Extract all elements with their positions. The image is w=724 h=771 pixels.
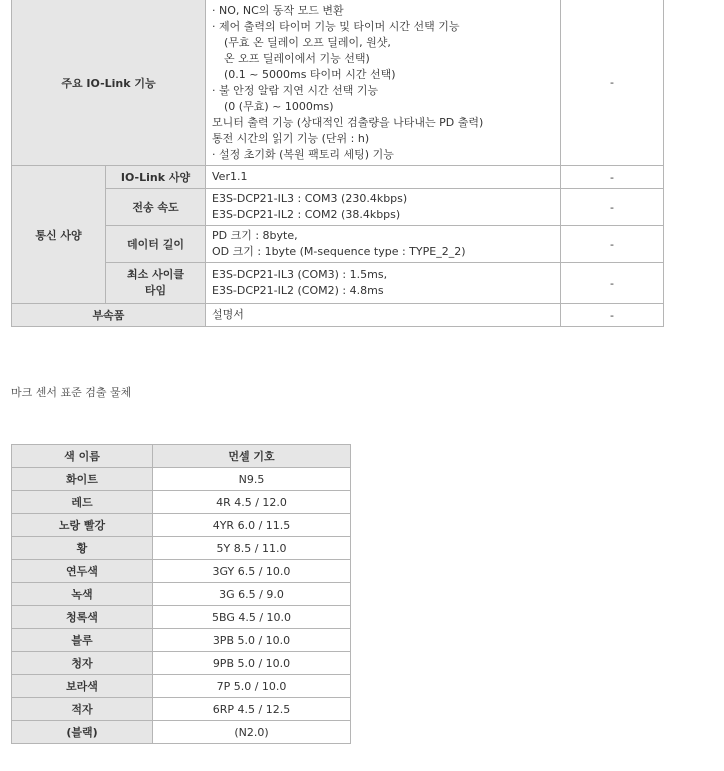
color-name: 녹색 (12, 583, 153, 606)
comm-dash: - (561, 189, 664, 226)
munsell-header-row (12, 445, 351, 468)
comm-row-data-length (12, 226, 664, 263)
function-line: 모니터 출력 기능 (상대적인 검출량을 나타내는 PD 출력) (212, 115, 484, 129)
color-name: 황 (12, 537, 153, 560)
functions-dash: - (561, 0, 664, 166)
comm-value (206, 263, 561, 304)
table-row (12, 514, 351, 537)
munsell-code: 7P 5.0 / 10.0 (153, 675, 351, 698)
color-name: (블랙) (12, 721, 153, 744)
comm-sub-label-line: 최소 사이클 (127, 268, 184, 281)
munsell-code-header: 먼셀 기호 (153, 445, 351, 468)
munsell-code: (N2.0) (153, 721, 351, 744)
color-name: 블루 (12, 629, 153, 652)
function-line: (0.1 ~ 5000ms 타이머 시간 선택) (224, 67, 396, 81)
comm-row-speed (12, 189, 664, 226)
color-name: 적자 (12, 698, 153, 721)
table-row (12, 537, 351, 560)
color-name: 보라색 (12, 675, 153, 698)
table-row (12, 606, 351, 629)
table-row (12, 675, 351, 698)
function-line: 온 오프 딜레이에서 기능 선택) (224, 51, 370, 65)
comm-value (206, 166, 561, 189)
function-line: · 설정 초기화 (복원 팩토리 세팅) 기능 (212, 147, 394, 161)
color-name: 연두색 (12, 560, 153, 583)
color-name: 노랑 빨강 (12, 514, 153, 537)
table-row (12, 491, 351, 514)
comm-value (206, 226, 561, 263)
color-name: 청록색 (12, 606, 153, 629)
function-line: (무효 온 딜레이 오프 딜레이, 원샷, (224, 35, 391, 49)
table-row (12, 583, 351, 606)
munsell-code: 3G 6.5 / 9.0 (153, 583, 351, 606)
function-line: · NO, NC의 동작 모드 변환 (212, 3, 344, 17)
color-name: 화이트 (12, 468, 153, 491)
comm-sub-label (106, 263, 206, 304)
section-caption: 마크 센서 표준 검출 물체 (11, 386, 132, 399)
comm-value-line: OD 크기 : 1byte (M-sequence type : TYPE_2_2) (212, 245, 466, 258)
munsell-code: 6RP 4.5 / 12.5 (153, 698, 351, 721)
accessory-label: 부속품 (12, 304, 206, 327)
accessory-row (12, 304, 664, 327)
function-line: 통전 시간의 읽기 기능 (단위 : h) (212, 131, 370, 145)
comm-row-io-link (12, 166, 664, 189)
munsell-code: 5BG 4.5 / 10.0 (153, 606, 351, 629)
functions-row (12, 0, 664, 166)
table-row (12, 629, 351, 652)
comm-dash: - (561, 226, 664, 263)
functions-value (206, 0, 561, 166)
function-line: · 불 안정 알람 지연 시간 선택 기능 (212, 83, 379, 97)
munsell-table (11, 444, 351, 744)
comm-value-line: E3S-DCP21-IL2 (COM2) : 4.8ms (212, 284, 384, 297)
comm-sub-label: 전송 속도 (106, 189, 206, 226)
function-line: (0 (무효) ~ 1000ms) (224, 99, 334, 113)
spec-table (11, 0, 664, 327)
munsell-code: N9.5 (153, 468, 351, 491)
comm-value-line: PD 크기 : 8byte, (212, 229, 298, 242)
color-name-header: 색 이름 (12, 445, 153, 468)
munsell-code: 5Y 8.5 / 11.0 (153, 537, 351, 560)
comm-value-line: Ver1.1 (212, 170, 248, 183)
table-row (12, 698, 351, 721)
comm-dash: - (561, 166, 664, 189)
functions-label: 주요 IO-Link 기능 (12, 0, 206, 166)
comm-sub-label: IO-Link 사양 (106, 166, 206, 189)
comm-value-line: E3S-DCP21-IL2 : COM2 (38.4kbps) (212, 208, 401, 221)
munsell-code: 3GY 6.5 / 10.0 (153, 560, 351, 583)
comm-dash: - (561, 263, 664, 304)
color-name: 청자 (12, 652, 153, 675)
function-line: · 제어 출력의 타이머 기능 및 타이머 시간 선택 기능 (212, 19, 460, 33)
munsell-code: 9PB 5.0 / 10.0 (153, 652, 351, 675)
munsell-code: 4R 4.5 / 12.0 (153, 491, 351, 514)
table-row (12, 560, 351, 583)
comm-spec-label: 통신 사양 (12, 166, 106, 304)
munsell-code: 3PB 5.0 / 10.0 (153, 629, 351, 652)
accessory-dash: - (561, 304, 664, 327)
comm-value-line: E3S-DCP21-IL3 (COM3) : 1.5ms, (212, 268, 388, 281)
comm-value-line: E3S-DCP21-IL3 : COM3 (230.4kbps) (212, 192, 408, 205)
table-row (12, 468, 351, 491)
table-row (12, 721, 351, 744)
comm-sub-label: 데이터 길이 (106, 226, 206, 263)
table-row (12, 652, 351, 675)
accessory-value: 설명서 (206, 304, 561, 327)
color-name: 레드 (12, 491, 153, 514)
comm-row-cycle-time (12, 263, 664, 304)
comm-sub-label-line: 타임 (144, 284, 167, 297)
comm-value (206, 189, 561, 226)
munsell-code: 4YR 6.0 / 11.5 (153, 514, 351, 537)
